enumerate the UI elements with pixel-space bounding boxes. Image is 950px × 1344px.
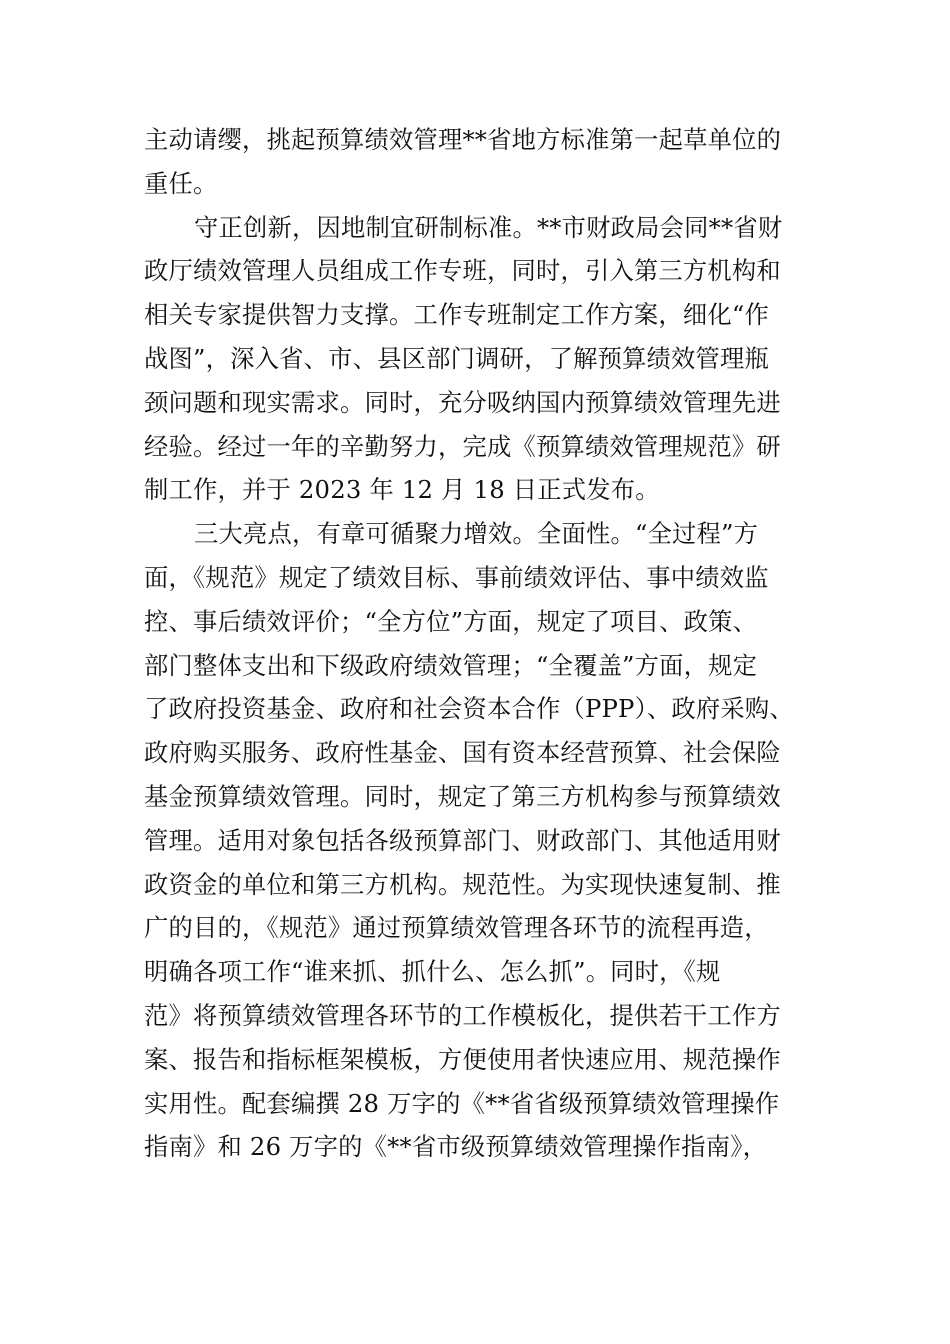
text-line: 实用性。配套编撰 28 万字的《**省省级预算绩效管理操作 — [144, 1088, 780, 1118]
text-line: 管理。适用对象包括各级预算部门、财政部门、其他适用财 — [144, 825, 781, 855]
text-line: 明确各项工作“谁来抓、抓什么、怎么抓”。同时，《规 — [144, 957, 721, 987]
text-line: 颈问题和现实需求。同时，充分吸纳国内预算绩效管理先进 — [144, 387, 781, 417]
text-line: 政资金的单位和第三方机构。规范性。为实现快速复制、推 — [144, 869, 781, 899]
paragraph-start-line: 三大亮点，有章可循聚力增效。全面性。“全过程”方 — [194, 519, 759, 549]
text-line: 案、报告和指标框架模板，方便使用者快速应用、规范操作 — [144, 1044, 781, 1074]
text-line: 控、事后绩效评价；“全方位”方面，规定了项目、政策、 — [144, 606, 758, 636]
text-line: 政厅绩效管理人员组成工作专班，同时，引入第三方机构和 — [144, 256, 781, 286]
text-line: 指南》和 26 万字的《**省市级预算绩效管理操作指南》， — [144, 1132, 768, 1162]
text-line: 相关专家提供智力支撑。工作专班制定工作方案，细化“作 — [144, 300, 770, 330]
text-line: 广的目的，《规范》通过预算绩效管理各环节的流程再造， — [144, 913, 769, 943]
paragraph-start-line: 守正创新，因地制宜研制标准。**市财政局会同**省财 — [194, 212, 783, 242]
text-line: 基金预算绩效管理。同时，规定了第三方机构参与预算绩效 — [144, 781, 781, 811]
text-line: 制工作，并于 2023 年 12 月 18 日正式发布。 — [144, 475, 660, 505]
text-line: 政府购买服务、政府性基金、国有资本经营预算、社会保险 — [144, 738, 781, 768]
text-line: 经验。经过一年的辛勤努力，完成《预算绩效管理规范》研 — [144, 431, 781, 461]
text-line: 主动请缨，挑起预算绩效管理**省地方标准第一起草单位的 — [144, 125, 782, 154]
text-line: 了政府投资基金、政府和社会资本合作（PPP）、政府采购、 — [144, 694, 794, 724]
text-line: 面，《规范》规定了绩效目标、事前绩效评估、事中绩效监 — [144, 562, 769, 592]
body-text — [144, 118, 814, 1169]
text-line: 战图”，深入省、市、县区部门调研，了解预算绩效管理瓶 — [144, 343, 770, 373]
text-line: 部门整体支出和下级政府绩效管理；“全覆盖”方面，规定 — [144, 650, 758, 680]
text-line: 范》将预算绩效管理各环节的工作模板化，提供若干工作方 — [144, 1000, 781, 1030]
text-line: 重任。 — [144, 168, 218, 198]
